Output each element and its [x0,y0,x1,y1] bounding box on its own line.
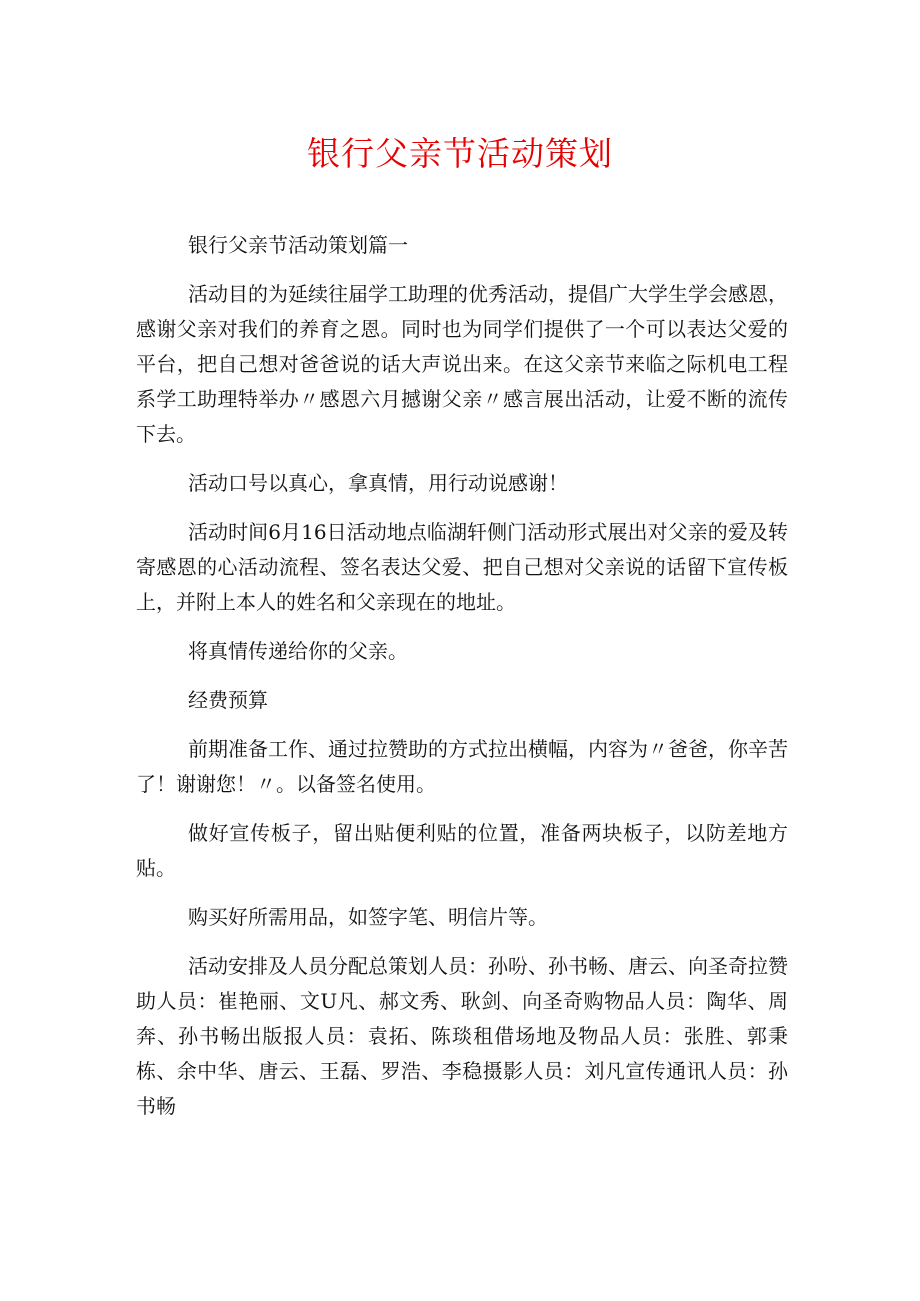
paragraph-purpose: 活动目的为延续往届学工助理的优秀活动，提倡广大学生学会感恩，感谢父亲对我们的养育之恩。同时也为同学们提供了一个可以表达父爱的平台，把自己想对爸爸说的话大声说出来。在这父亲节来临之际机电工程系学工助理特举办〃感恩六月撼谢父亲〃感言展出活动，让爱不断的流传下去。 [136,282,788,446]
paragraph-boards: 做好宣传板子，留出贴便利贴的位置，准备两块板子，以防差地方贴。 [136,821,788,880]
paragraph-pass-on: 将真情传递给你的父亲。 [188,639,408,663]
paragraph-budget-heading: 经费预算 [188,688,268,712]
document-title: 银行父亲节活动策划 [307,134,613,173]
paragraph-preparation: 前期准备工作、通过拉赞助的方式拉出横幅，内容为〃爸爸，你辛苦了！谢谢您！〃。以备签名使用。 [136,737,788,796]
document-body [136,228,788,1138]
paragraph-slogan: 活动口号以真心，拿真情，用行动说感谢！ [188,471,568,495]
section-heading: 银行父亲节活动策划篇一 [188,233,408,257]
paragraph-schedule: 活动时间6月16日活动地点临湖轩侧门活动形式展出对父亲的爱及转寄感恩的心活动流程、签名表达父爱、把自己想对父亲说的话留下宣传板上，并附上本人的姓名和父亲现在的地址。 [136,520,788,614]
paragraph-staffing: 活动安排及人员分配总策划人员：孙吩、孙书畅、唐云、向圣奇拉赞助人员：崔艳丽、文U凡、郝文秀、耿剑、向圣奇购物品人员：陶华、周奔、孙书畅出版报人员：袁拓、陈琰租借场地及物品人员：张胜、郭秉栋、余中华、唐云、王磊、罗浩、李稳摄影人员：刘凡宣传通讯人员：孙书畅 [136,954,788,1118]
paragraph-supplies: 购买好所需用品，如签字笔、明信片等。 [188,905,548,929]
